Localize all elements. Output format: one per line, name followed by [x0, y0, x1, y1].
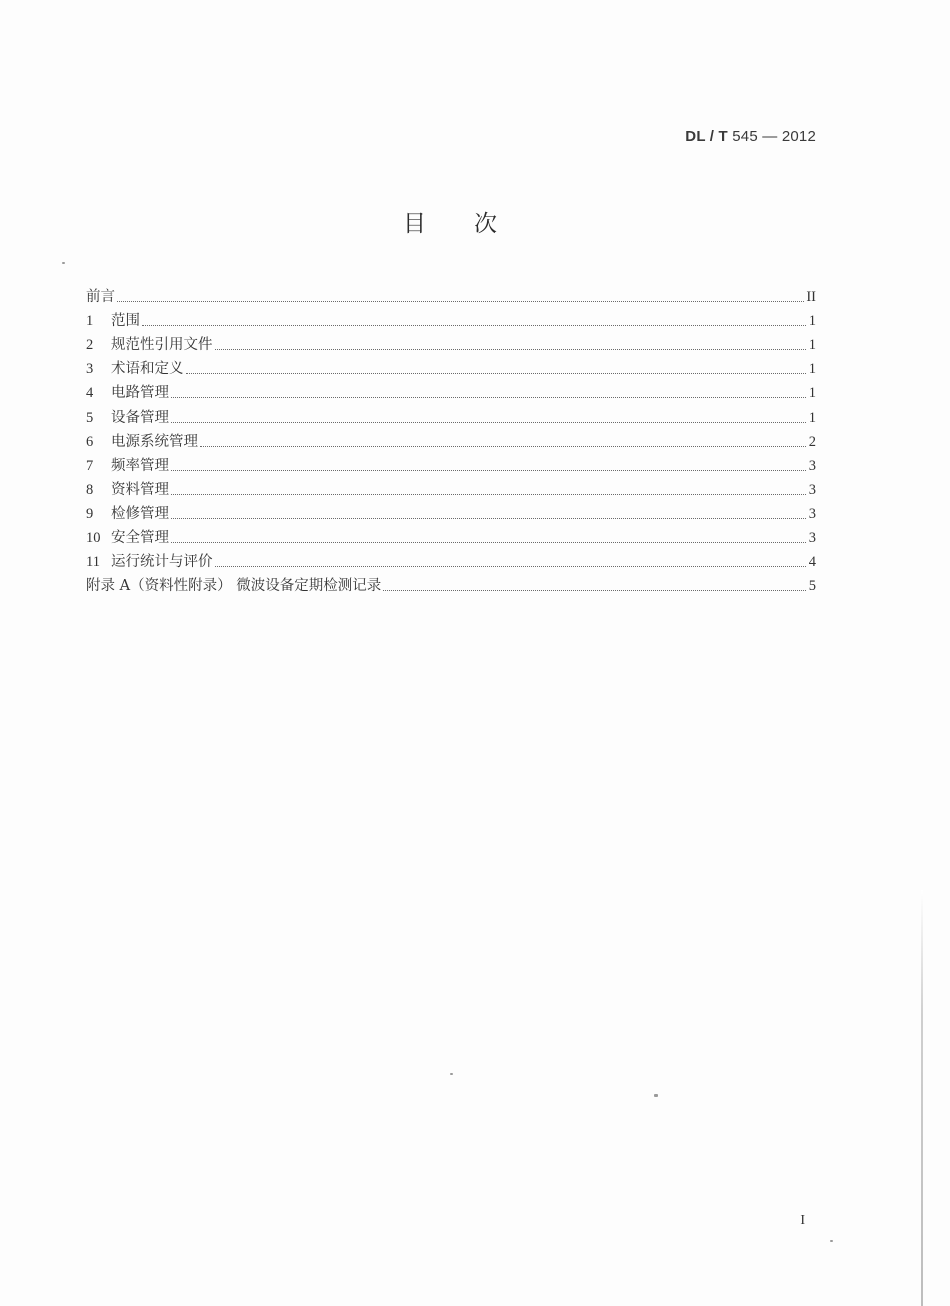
toc-entry-page: II: [806, 289, 816, 306]
scan-speck: [830, 1240, 833, 1242]
toc-entry-page: 1: [808, 313, 816, 330]
toc-dot-leader: [171, 469, 806, 471]
toc-entry-page: 3: [808, 481, 816, 498]
toc-dot-leader: [117, 300, 804, 302]
toc-entry-title: 频率管理: [111, 457, 169, 474]
toc-entry-number: 7: [86, 457, 94, 474]
page-number: I: [800, 1213, 805, 1228]
toc-entry-title: 前言: [86, 289, 115, 306]
toc-entry-number: 11: [86, 554, 100, 571]
toc-entry-number: 3: [86, 361, 94, 378]
toc-dot-leader: [171, 421, 806, 423]
scan-speck: [654, 1094, 658, 1097]
toc-entry-title: 术语和定义: [111, 361, 184, 378]
toc-entry: [86, 478, 816, 502]
toc-entry-page: 3: [808, 457, 816, 474]
toc-entry-page: 5: [808, 578, 816, 595]
toc-entry: [86, 333, 816, 357]
toc-dot-leader: [215, 348, 807, 350]
toc-entry-title: 附录 A（资料性附录） 微波设备定期检测记录: [86, 578, 382, 595]
toc-entry-title: 电路管理: [111, 385, 169, 402]
toc-entry-page: 3: [808, 505, 816, 522]
toc-entry: [86, 502, 816, 526]
toc-entry-number: 5: [86, 409, 94, 426]
toc-entry-title: 资料管理: [111, 481, 169, 498]
toc-entry-number: 4: [86, 385, 94, 402]
toc-entry: [86, 550, 816, 574]
scan-speck: [450, 1073, 453, 1075]
toc-dot-leader: [186, 372, 807, 374]
standard-code: [685, 128, 816, 145]
table-of-contents: [86, 285, 816, 598]
toc-entry: [86, 526, 816, 550]
toc-dot-leader: [171, 517, 806, 519]
toc-entry-page: 1: [808, 337, 816, 354]
toc-dot-leader: [142, 324, 806, 326]
toc-entry: [86, 405, 816, 429]
toc-entry: [86, 309, 816, 333]
scan-speck: [62, 262, 65, 264]
toc-entry-title: 安全管理: [111, 530, 169, 547]
standard-code-number: 545 — 2012: [732, 128, 816, 145]
toc-dot-leader: [200, 445, 806, 447]
toc-entry-title: 范围: [111, 313, 140, 330]
toc-dot-leader: [171, 493, 806, 495]
toc-entry-page: 1: [808, 409, 816, 426]
toc-entry-number: 2: [86, 337, 94, 354]
toc-entry-title: 运行统计与评价: [111, 554, 213, 571]
toc-entry: [86, 357, 816, 381]
toc-entry-title: 检修管理: [111, 505, 169, 522]
toc-entry: [86, 454, 816, 478]
toc-entry-number: 8: [86, 481, 94, 498]
toc-entry-number: 1: [86, 313, 94, 330]
toc-dot-leader: [215, 565, 807, 567]
toc-dot-leader: [383, 589, 806, 591]
standard-code-prefix: DL / T: [685, 128, 728, 145]
toc-entry-page: 1: [808, 385, 816, 402]
toc-dot-leader: [171, 396, 806, 398]
toc-entry: [86, 430, 816, 454]
toc-entry-page: 2: [808, 433, 816, 450]
scan-edge-shadow: [921, 890, 923, 1306]
toc-entry-title: 设备管理: [111, 409, 169, 426]
toc-entry-title: 电源系统管理: [111, 433, 198, 450]
toc-entry-number: 9: [86, 505, 94, 522]
toc-entry-page: 4: [808, 554, 816, 571]
toc-title: 目次: [403, 211, 545, 237]
toc-dot-leader: [171, 541, 806, 543]
toc-entry-title: 规范性引用文件: [111, 337, 213, 354]
toc-entry-number: 10: [86, 530, 101, 547]
toc-entry: [86, 285, 816, 309]
toc-entry-page: 3: [808, 530, 816, 547]
toc-entry-page: 1: [808, 361, 816, 378]
toc-entry: [86, 381, 816, 405]
toc-entry: [86, 574, 816, 598]
toc-entry-number: 6: [86, 433, 94, 450]
